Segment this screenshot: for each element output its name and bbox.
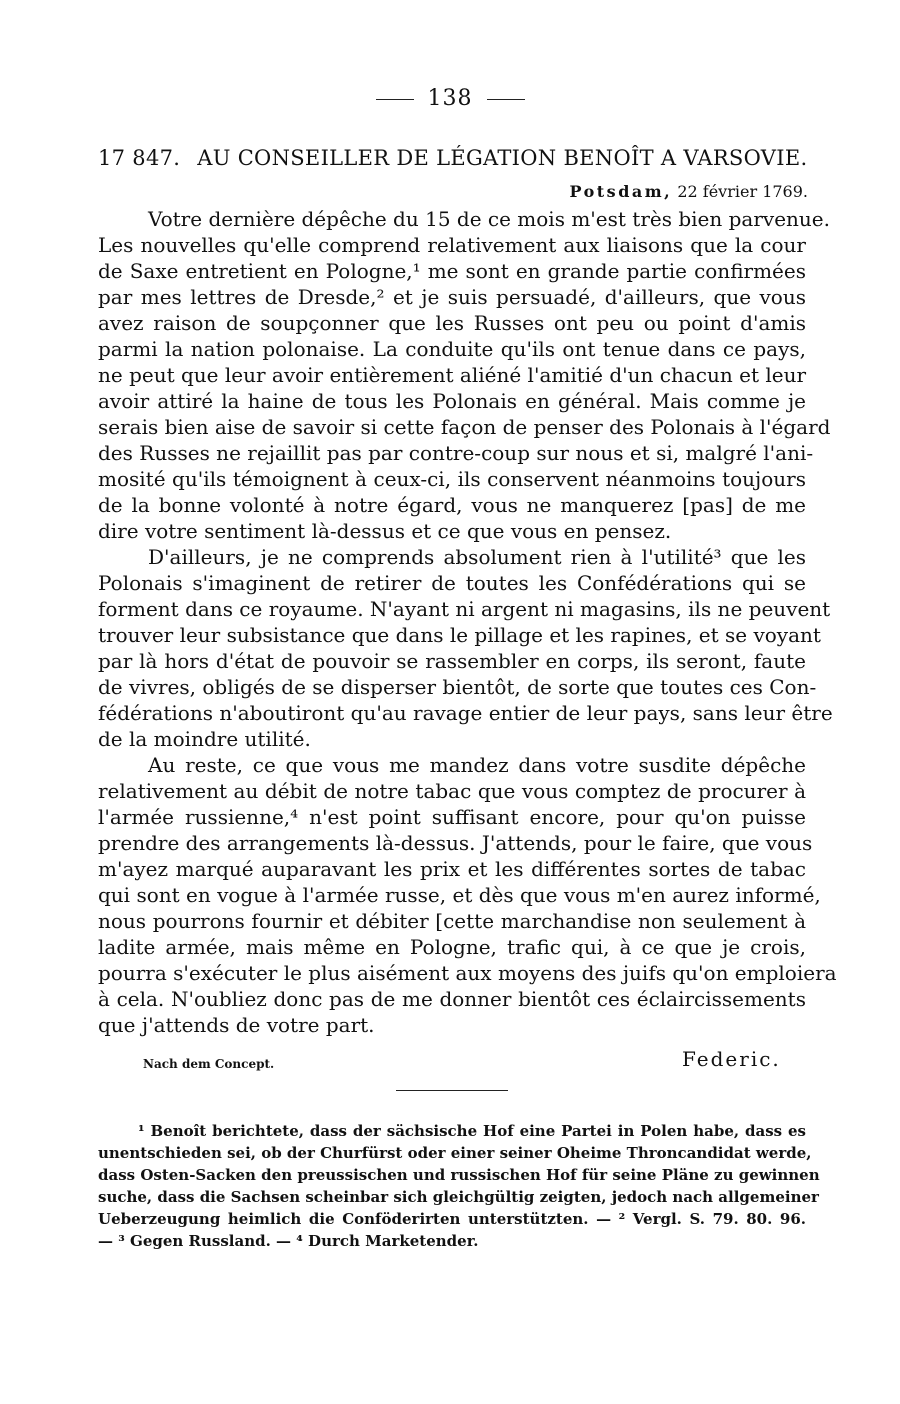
paragraph-line: à cela. N'oubliez donc pas de me donner bientôt ces éclaircissements: [98, 987, 806, 1011]
paragraph-line: de Saxe entretient en Pologne,¹ me sont en grande partie confirmées: [98, 259, 806, 283]
paragraph-line: trouver leur subsistance que dans le pillage et les rapines, et se voyant: [98, 623, 821, 647]
paragraph: [98, 544, 833, 752]
paragraph-line: ne peut que leur avoir entièrement aliéné l'amitié d'un chacun et leur: [98, 363, 807, 387]
letter-heading: [98, 146, 808, 170]
footnote-line: unentschieden sei, ob der Churfürst oder einer seiner Oheime Throncandidat werde,: [98, 1144, 812, 1162]
paragraph-line: avez raison de soupçonner que les Russes ont peu ou point d'amis: [98, 311, 806, 335]
paragraph-line: par mes lettres de Dresde,² et je suis persuadé, d'ailleurs, que vous: [98, 285, 806, 309]
page-number: [0, 86, 900, 111]
paragraph-line: m'ayez marqué auparavant les prix et les différentes sortes de tabac: [98, 857, 806, 881]
source-note: Nach dem Concept.: [143, 1057, 275, 1071]
paragraph: [98, 206, 831, 544]
paragraph-line: nous pourrons fournir et débiter [cette marchandise non seulement à: [98, 909, 806, 933]
dateline-place: Potsdam,: [569, 182, 673, 201]
paragraph-line: de la bonne volonté à notre égard, vous ne manquerez [pas] de me: [98, 493, 806, 517]
paragraph-line: prendre des arrangements là-dessus. J'attends, pour le faire, que vous: [98, 831, 813, 855]
page-number-dash-right: [487, 99, 525, 100]
dateline-date: 22 février 1769.: [677, 182, 808, 201]
letter-number: 17 847.: [98, 146, 181, 170]
paragraph-line: Polonais s'imaginent de retirer de toutes les Confédérations qui se: [98, 571, 806, 595]
paragraph-line: de la moindre utilité.: [98, 727, 311, 751]
page-number-text: 138: [427, 86, 473, 111]
page-number-dash-left: [376, 99, 414, 100]
paragraph-line: serais bien aise de savoir si cette façon de penser des Polonais à l'égard: [98, 415, 831, 439]
paragraph-line: parmi la nation polonaise. La conduite qu'ils ont tenue dans ce pays,: [98, 337, 806, 361]
paragraph-line: relativement au débit de notre tabac que vous comptez de procurer à: [98, 779, 806, 803]
letter-title: AU CONSEILLER DE LÉGATION BENOÎT A VARSOVIE.: [197, 146, 808, 170]
paragraph-line: mosité qu'ils témoignent à ceux-ci, ils conservent néanmoins toujours: [98, 467, 806, 491]
paragraph-line: D'ailleurs, je ne comprends absolument rien à l'utilité³ que les: [148, 545, 806, 569]
paragraph-line: Les nouvelles qu'elle comprend relativement aux liaisons que la cour: [98, 233, 806, 257]
paragraph-line: fédérations n'aboutiront qu'au ravage entier de leur pays, sans leur être: [98, 701, 833, 725]
paragraph-line: de vivres, obligés de se disperser bientôt, de sorte que toutes ces Con-: [98, 675, 817, 699]
paragraph-line: des Russes ne rejaillit pas par contre-coup sur nous et si, malgré l'ani-: [98, 441, 814, 465]
paragraph-line: l'armée russienne,⁴ n'est point suffisant encore, pour qu'on puisse: [98, 805, 806, 829]
dateline: [570, 182, 808, 201]
paragraph-line: pourra s'exécuter le plus aisément aux moyens des juifs qu'on emploiera: [98, 961, 837, 985]
paragraph-line: ladite armée, mais même en Pologne, trafic qui, à ce que je crois,: [98, 935, 806, 959]
paragraph: [98, 752, 837, 1038]
footnotes: [98, 1120, 820, 1252]
footnote-line: dass Osten-Sacken den preussischen und russischen Hof für seine Pläne zu gewinnen: [98, 1166, 820, 1184]
paragraph-line: qui sont en vogue à l'armée russe, et dès que vous m'en aurez informé,: [98, 883, 821, 907]
paragraph-line: avoir attiré la haine de tous les Polonais en général. Mais comme je: [98, 389, 806, 413]
paragraph-line: que j'attends de votre part.: [98, 1013, 375, 1037]
footnote-line: — ³ Gegen Russland. — ⁴ Durch Marketender.: [98, 1232, 479, 1250]
letter-body: [98, 206, 837, 1038]
paragraph-line: Votre dernière dépêche du 15 de ce mois m'est très bien parvenue.: [148, 207, 830, 231]
footnote-line: suche, dass die Sachsen scheinbar sich gleichgültig zeigten, jedoch nach allgemeiner: [98, 1188, 819, 1206]
paragraph-line: Au reste, ce que vous me mandez dans votre susdite dépêche: [148, 753, 806, 777]
footnote-line: ¹ Benoît berichtete, dass der sächsische Hof eine Partei in Polen habe, dass es: [138, 1122, 806, 1140]
paragraph-line: par là hors d'état de pouvoir se rassembler en corps, ils seront, faute: [98, 649, 806, 673]
signature: Federic.: [682, 1047, 781, 1071]
paragraph-line: dire votre sentiment là-dessus et ce que vous en pensez.: [98, 519, 672, 543]
footnote-separator: [396, 1090, 508, 1091]
paragraph-line: forment dans ce royaume. N'ayant ni argent ni magasins, ils ne peuvent: [98, 597, 831, 621]
footnote-line: Ueberzeugung heimlich die Conföderirten unterstützten. — ² Vergl. S. 79. 80. 96.: [98, 1210, 806, 1228]
